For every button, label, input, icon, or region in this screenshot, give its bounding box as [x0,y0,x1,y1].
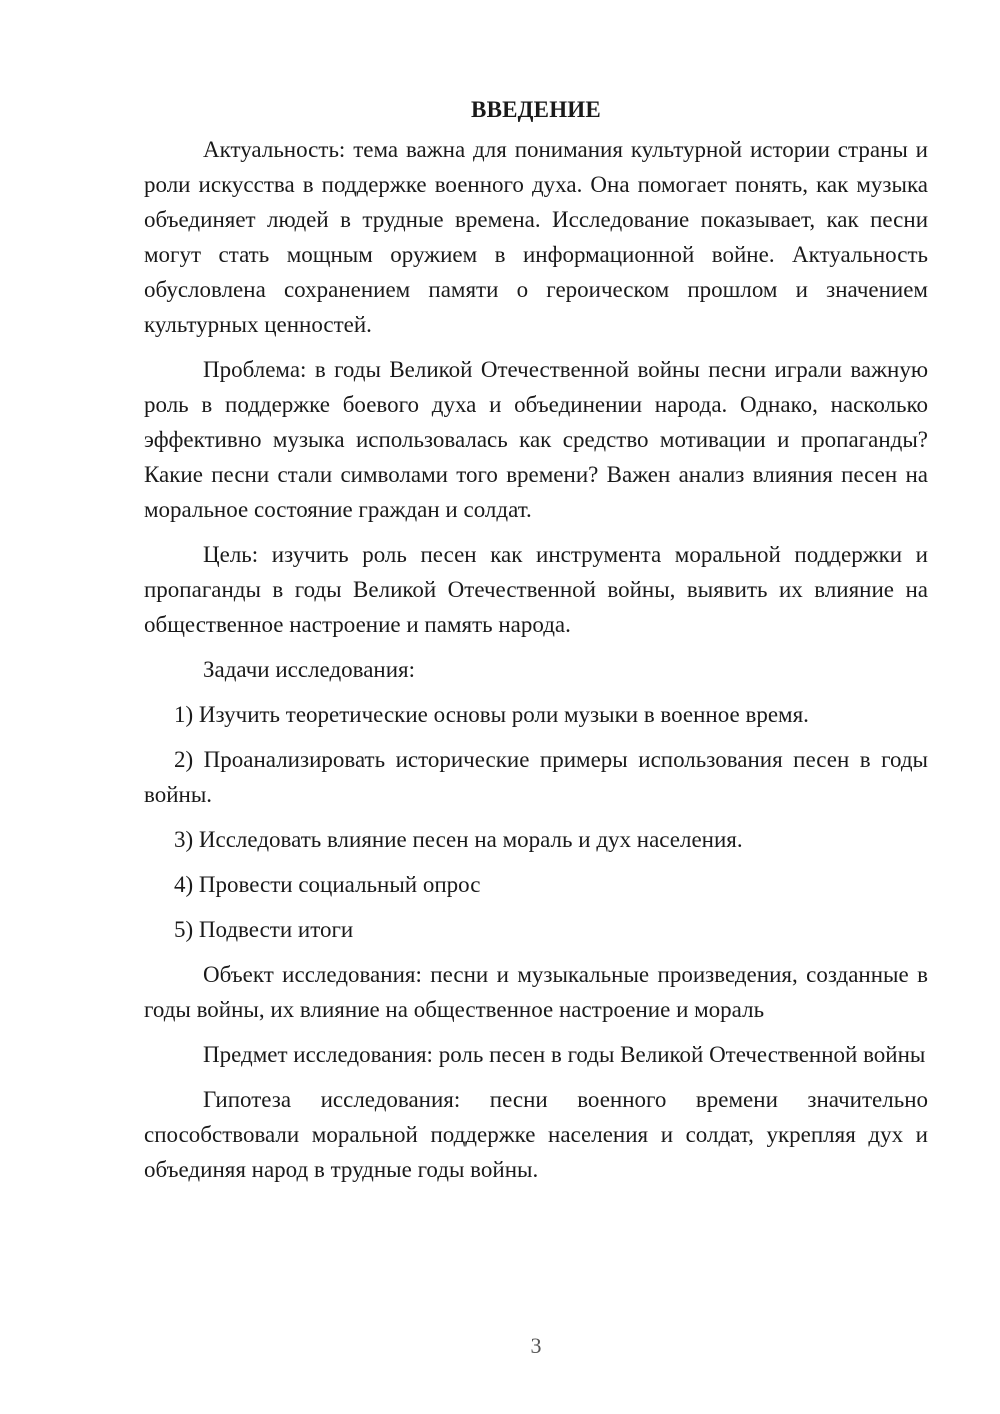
task-item: 3) Исследовать влияние песен на мораль и дух населения. [174,827,743,852]
section-title: ВВЕДЕНИЕ [471,97,601,122]
object-paragraph: Объект исследования: песни и музыкальные произведения, созданные в годы войны, их влияние на общественное настроение и мораль [144,962,928,1022]
task-item: 2) Проанализировать исторические примеры использования песен в годы войны. [144,747,928,807]
task-item: 5) Подвести итоги [174,917,354,942]
tasks-heading: Задачи исследования: [203,657,416,682]
page-content [144,92,928,1197]
page-number: 3 [530,1333,542,1358]
goal-paragraph: Цель: изучить роль песен как инструмента моральной поддержки и пропаганды в годы Великой Отечественной войны, выявить их влияние на общественное настроение и память народа. [144,542,928,637]
hypothesis-paragraph: Гипотеза исследования: песни военного времени значительно способствовали моральной поддержке населения и солдат, укрепляя дух и объединяя народ в трудные годы войны. [144,1087,928,1182]
subject-paragraph: Предмет исследования: роль песен в годы Великой Отечественной войны [203,1042,926,1067]
problem-paragraph: Проблема: в годы Великой Отечественной войны песни играли важную роль в поддержке боевого духа и объединении народа. Однако, насколько эффективно музыка использовалась как средство мотивации и пропаганды? Какие песни стали символами того времени? Важен анализ влияния песен на моральное состояние граждан и солдат. [144,357,928,522]
relevance-paragraph: Актуальность: тема важна для понимания культурной истории страны и роли искусства в поддержке военного духа. Она помогает понять, как музыка объединяет людей в трудные времена. Исследование показывает, как песни могут стать мощным оружием в информационной войне. Актуальность обусловлена сохранением памяти о героическом прошлом и значением культурных ценностей. [144,137,928,337]
task-item: 1) Изучить теоретические основы роли музыки в военное время. [174,702,809,727]
task-item: 4) Провести социальный опрос [174,872,481,897]
